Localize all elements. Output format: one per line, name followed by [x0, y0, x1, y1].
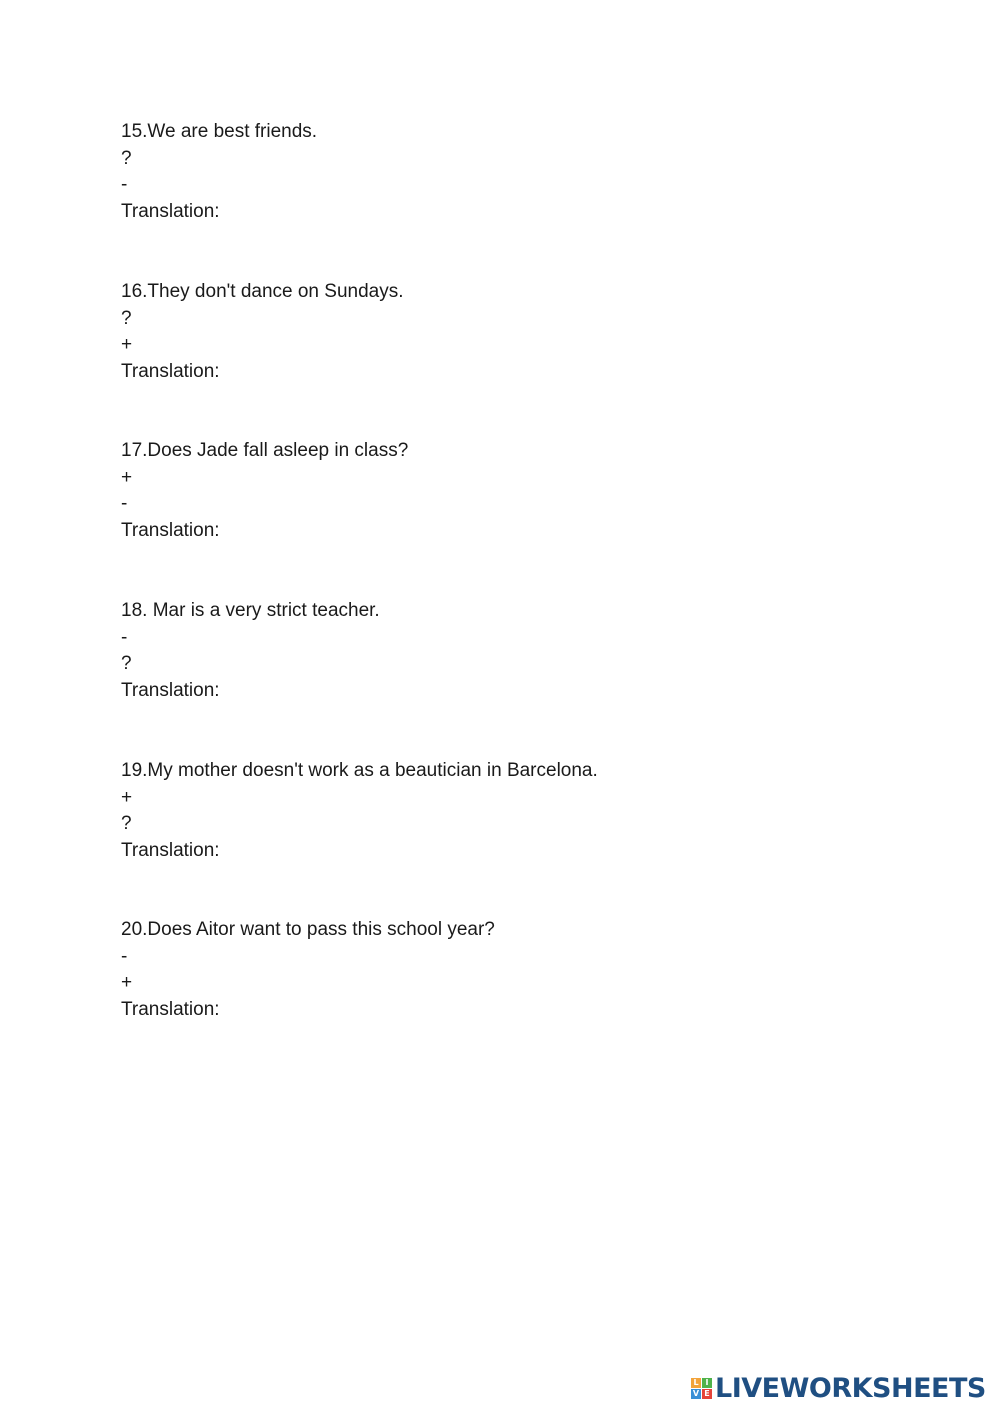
exercise-sentence: 20.Does Aitor want to pass this school year?	[121, 919, 495, 940]
translation-label: Translation:	[121, 998, 220, 1020]
positive-mark-line: +	[121, 334, 133, 355]
question-mark-line: ?	[121, 653, 132, 674]
positive-mark-line: +	[121, 466, 133, 488]
logo-blocks-icon	[691, 1378, 712, 1399]
translation-label: Translation:	[121, 839, 220, 861]
logo-block-i: I	[702, 1378, 712, 1388]
exercise-18	[121, 598, 380, 704]
translation-label: Translation:	[121, 360, 220, 382]
question-mark-line: ?	[121, 813, 132, 834]
logo-block-v: V	[692, 1388, 700, 1398]
negative-mark-line: -	[121, 493, 128, 514]
translation-label: Translation:	[121, 200, 220, 222]
logo-text: LIVEWORKSHEETS	[715, 1372, 986, 1404]
exercise-19	[121, 758, 598, 864]
logo-block-l: L	[691, 1378, 701, 1388]
exercise-16	[121, 279, 404, 385]
negative-mark-line: -	[121, 626, 128, 648]
positive-mark-line: +	[121, 972, 133, 993]
negative-mark-line: -	[121, 174, 128, 195]
question-mark-line: ?	[121, 147, 132, 169]
exercise-15	[121, 119, 317, 225]
exercise-sentence: 15.We are best friends.	[121, 121, 318, 142]
logo-block-e: E	[702, 1389, 712, 1399]
exercise-20	[121, 917, 495, 1023]
question-mark-line: ?	[121, 307, 132, 329]
negative-mark-line: -	[121, 945, 128, 967]
translation-label: Translation:	[121, 519, 220, 541]
exercise-sentence: 18. Mar is a very strict teacher.	[121, 600, 380, 621]
exercise-sentence: 17.Does Jade fall asleep in class?	[121, 440, 409, 461]
exercise-sentence: 16.They don't dance on Sundays.	[121, 281, 404, 302]
translation-label: Translation:	[121, 679, 220, 701]
exercise-17	[121, 438, 408, 544]
exercise-sentence: 19.My mother doesn't work as a beautician in Barcelona.	[121, 760, 598, 781]
positive-mark-line: +	[121, 786, 133, 808]
liveworksheets-logo	[691, 1373, 986, 1403]
